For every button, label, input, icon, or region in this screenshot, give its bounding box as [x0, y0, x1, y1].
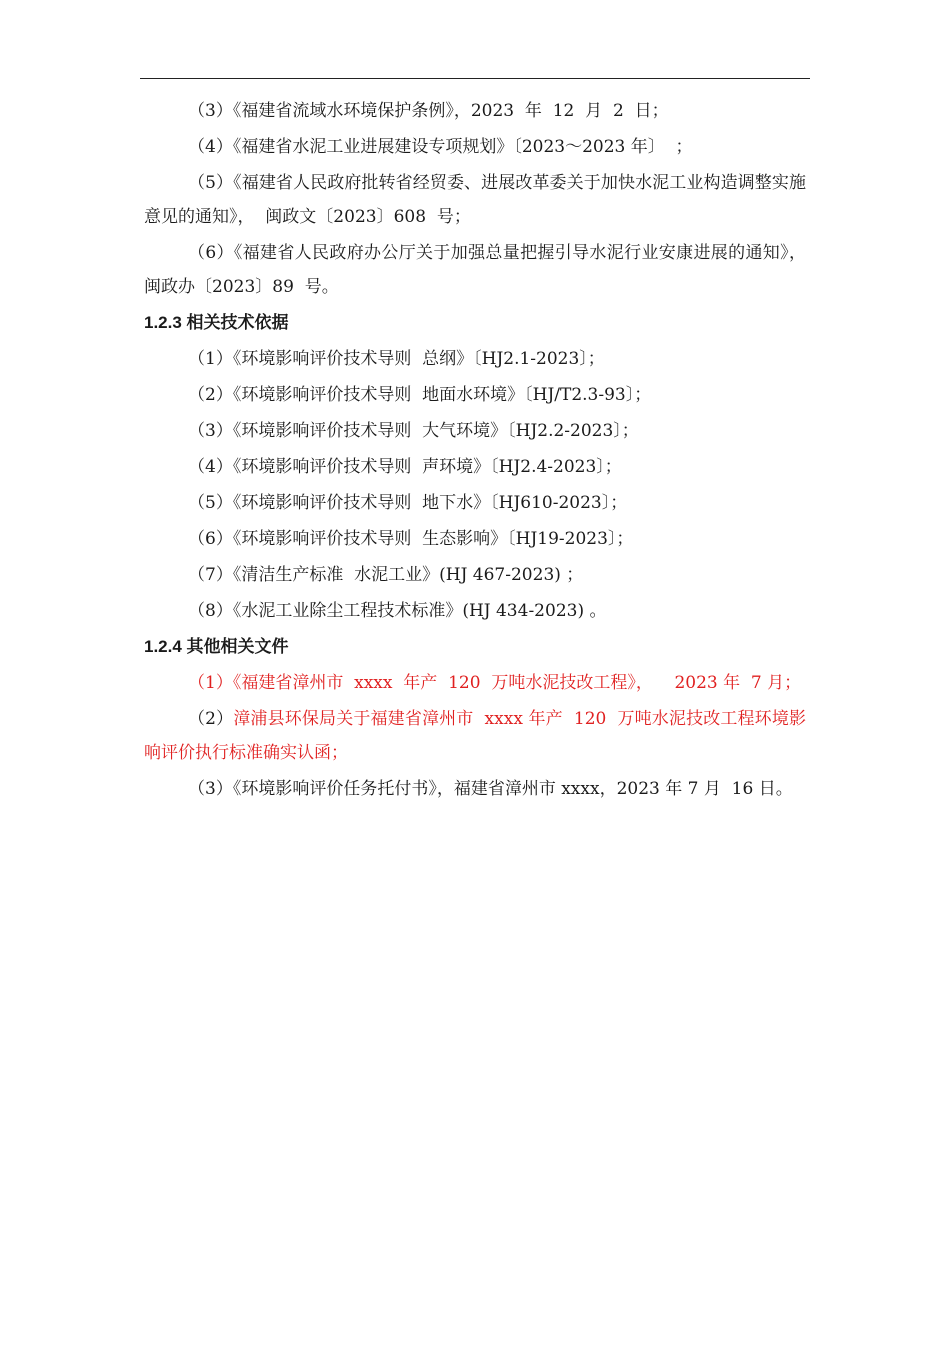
- other-file-item-1: （1）《福建省漳州市 xxxx 年产 120 万吨水泥技改工程》， 2023 年 7 月；: [188, 673, 802, 693]
- tech-basis-item-3: （3）《环境影响评价技术导则 大气环境》〔HJ2.2-2023〕；: [188, 421, 639, 441]
- other-file-item-2-number: （2）: [188, 709, 234, 729]
- regulation-item-3: （3）《福建省流域水环境保护条例》，2023 年 12 月 2 日；: [188, 101, 669, 121]
- tech-basis-item-2: （2）《环境影响评价技术导则 地面水环境》〔HJ/T2.3-93〕；: [188, 385, 652, 405]
- section-heading-1-2-4: 1.2.4 其他相关文件: [144, 637, 289, 656]
- other-file-item-3: （3）《环境影响评价任务托付书》，福建省漳州市 xxxx，2023 年 7 月 16 日。: [188, 779, 793, 799]
- regulation-item-4: （4）《福建省水泥工业进展建设专项规划》〔2023～2023 年〕 ；: [188, 137, 693, 157]
- other-file-item-2-text: 漳浦县环保局关于福建省漳州市 xxxx 年产 120 万吨水泥技改工程环境影响评价执行标准确实认函；: [144, 709, 806, 763]
- tech-basis-item-8: （8）《水泥工业除尘工程技术标准》(HJ 434-2023) 。: [188, 601, 607, 621]
- regulation-item-6: （6）《福建省人民政府办公厅关于加强总量把握引导水泥行业安康进展的通知》，闽政办〔2023〕89 号。: [144, 243, 806, 297]
- tech-basis-item-5: （5）《环境影响评价技术导则 地下水》〔HJ610-2023〕；: [188, 493, 628, 513]
- header-rule: [140, 78, 810, 79]
- tech-basis-item-1: （1）《环境影响评价技术导则 总纲》〔HJ2.1-2023〕；: [188, 349, 605, 369]
- regulation-item-5: （5）《福建省人民政府批转省经贸委、进展改革委关于加快水泥工业构造调整实施意见的通知》， 闽政文〔2023〕608 号；: [144, 173, 806, 227]
- other-file-item-2: [144, 702, 806, 770]
- section-heading-1-2-3: 1.2.3 相关技术依据: [144, 313, 289, 332]
- tech-basis-item-4: （4）《环境影响评价技术导则 声环境》〔HJ2.4-2023〕；: [188, 457, 622, 477]
- tech-basis-item-7: （7）《清洁生产标准 水泥工业》(HJ 467-2023) ；: [188, 565, 584, 585]
- tech-basis-item-6: （6）《环境影响评价技术导则 生态影响》〔HJ19-2023〕；: [188, 529, 634, 549]
- document-body: [144, 94, 806, 808]
